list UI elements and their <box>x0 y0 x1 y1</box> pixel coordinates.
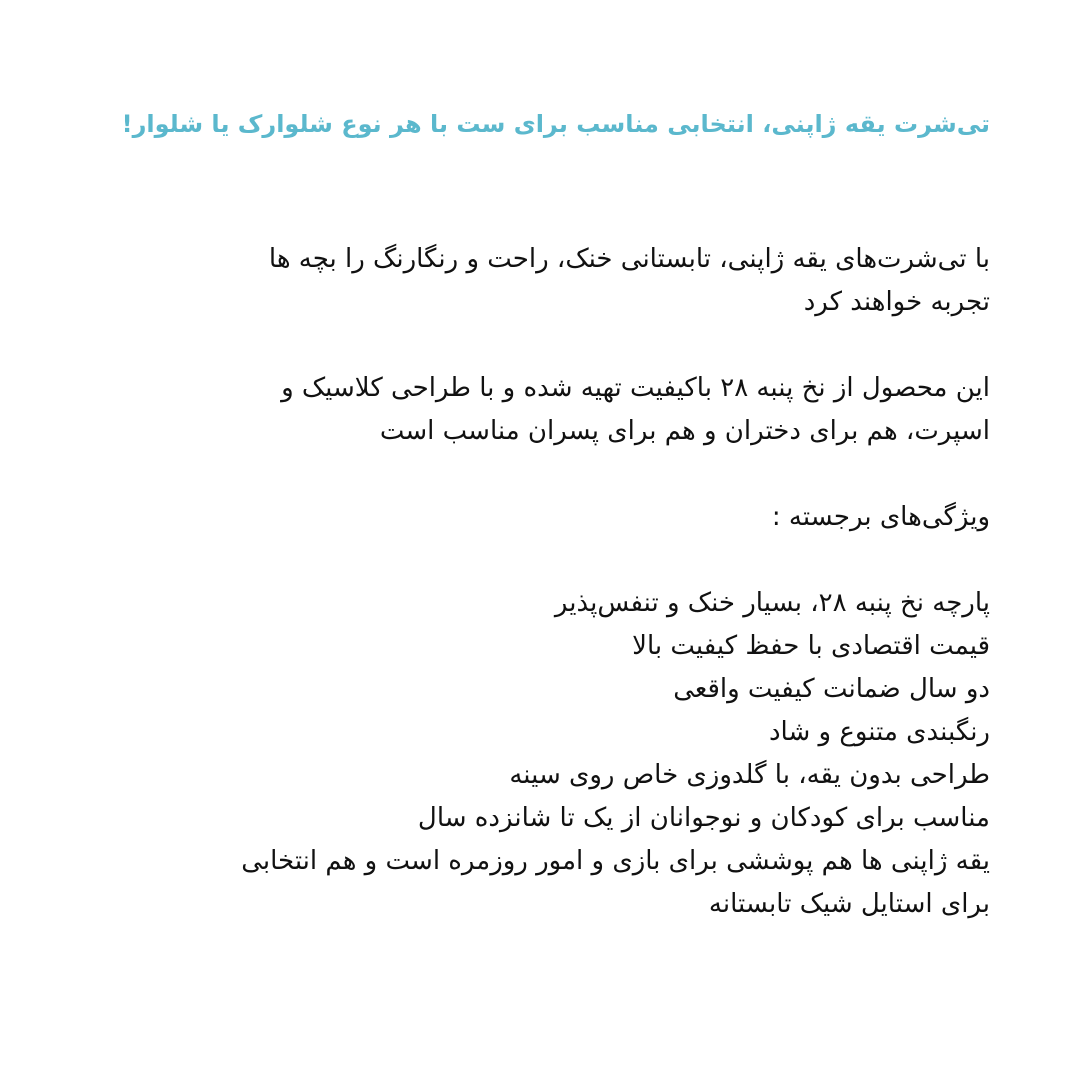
description-line-2: اسپرت، هم برای دختران و هم برای پسران مناسب است <box>379 416 990 446</box>
intro-line-2: تجربه خواهند کرد <box>803 287 990 317</box>
feature-item: پارچه نخ پنبه ۲۸، بسیار خنک و تنفس‌پذیر <box>554 588 990 618</box>
description-line-1: این محصول از نخ پنبه ۲۸ باکیفیت تهیه شده و با طراحی کلاسیک و <box>281 373 990 403</box>
feature-item: یقه ژاپنی ها هم پوششی برای بازی و امور روزمره است و هم انتخابی <box>241 846 990 876</box>
features-title: ویژگی‌های برجسته : <box>771 502 990 532</box>
page-title: تی‌شرت یقه ژاپنی، انتخابی مناسب برای ست با هر نوع شلوارک یا شلوار! <box>121 110 990 138</box>
intro-line-1: با تی‌شرت‌های یقه ژاپنی، تابستانی خنک، راحت و رنگارنگ را بچه ها <box>268 244 990 274</box>
feature-item: رنگبندی متنوع و شاد <box>768 717 990 747</box>
feature-item: قیمت اقتصادی با حفظ کیفیت بالا <box>632 631 990 661</box>
paragraph-gap <box>170 453 990 496</box>
body-text <box>170 238 990 926</box>
paragraph-gap <box>170 539 990 582</box>
paragraph-gap <box>170 324 990 367</box>
feature-item: مناسب برای کودکان و نوجوانان از یک تا شانزده سال <box>417 803 990 833</box>
features-list <box>170 582 990 926</box>
feature-item: برای استایل شیک تابستانه <box>708 889 990 919</box>
feature-item: طراحی بدون یقه، با گلدوزی خاص روی سینه <box>509 760 990 790</box>
feature-item: دو سال ضمانت کیفیت واقعی <box>673 674 990 704</box>
